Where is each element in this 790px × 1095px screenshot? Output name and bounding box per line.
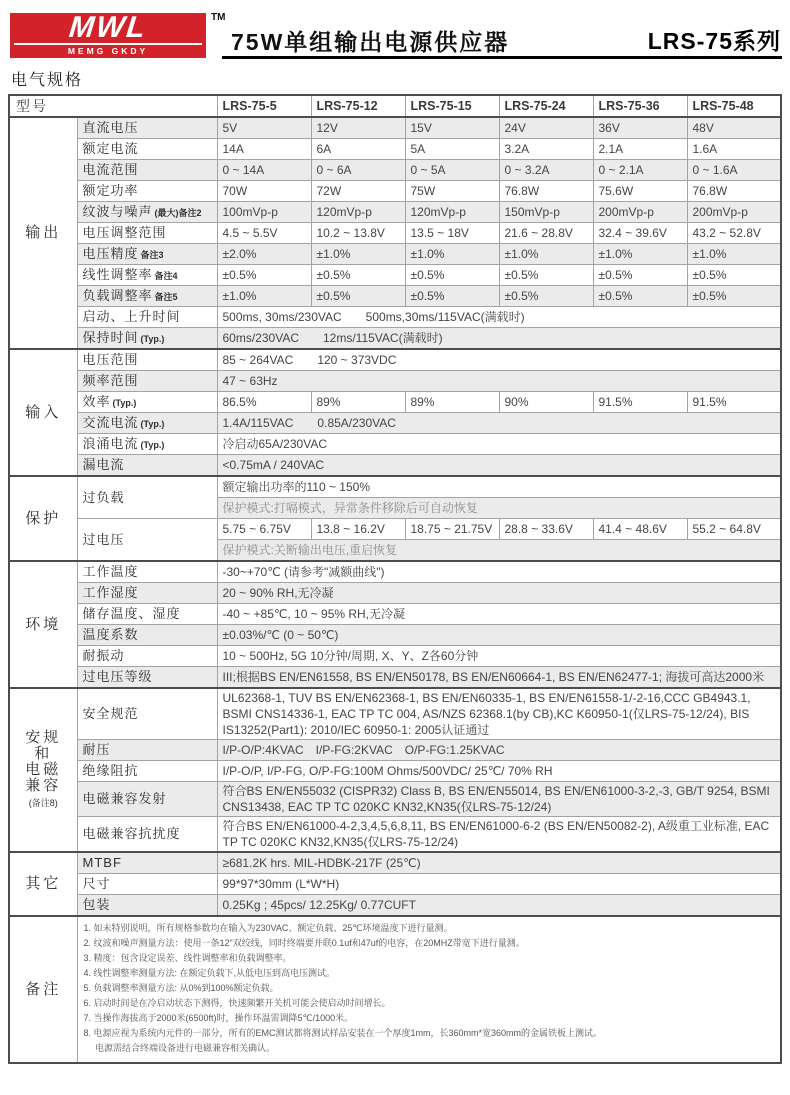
row-label xyxy=(77,667,217,689)
spec-value-cell: 76.8W xyxy=(687,181,781,202)
row-label xyxy=(77,139,217,160)
spec-value-cell: ±2.0% xyxy=(217,244,311,265)
spec-value-cell: ±0.5% xyxy=(311,265,405,286)
row-label-text: 启动、上升时间 xyxy=(82,309,181,324)
model-header: LRS-75-12 xyxy=(311,95,405,117)
table-row xyxy=(9,688,781,740)
row-label-note: (Typ.) xyxy=(140,333,165,344)
spec-value-span: 冷启动65A/230VAC xyxy=(217,434,781,455)
table-row xyxy=(9,455,781,477)
spec-value-span: 85 ~ 264VAC 120 ~ 373VDC xyxy=(217,349,781,371)
row-label-text: 纹波与噪声 xyxy=(82,203,153,219)
spec-value-cell: ±0.5% xyxy=(217,265,311,286)
model-header: LRS-75-5 xyxy=(217,95,311,117)
group-label-line: 环境 xyxy=(25,615,62,633)
row-label-text: 电压调整范围 xyxy=(82,225,167,240)
spec-value-cell: ±1.0% xyxy=(405,244,499,265)
row-label xyxy=(77,688,217,740)
spec-value-cell: 10.2 ~ 13.8V xyxy=(311,223,405,244)
row-label xyxy=(77,455,217,477)
row-label xyxy=(77,349,217,371)
table-row xyxy=(9,139,781,160)
spec-value-cell: 0 ~ 3.2A xyxy=(499,160,593,181)
spec-value-cell: 86.5% xyxy=(217,392,311,413)
spec-value-cell: 91.5% xyxy=(687,392,781,413)
spec-value-cell: 5A xyxy=(405,139,499,160)
spec-value-span: UL62368-1, TUV BS EN/EN62368-1, BS EN/EN60335-1, BS EN/EN61558-1/-2-16,CCC GB4943.1, BSMI CNS14336-1, EAC TP TC 004, AS/NZS 62368.1(by CB),KC K60950-1(仅LRS-75-12/24), BIS IS13252(Part1): 2010/IEC 60950-1: 2005认证通过 xyxy=(217,688,781,740)
row-label xyxy=(77,371,217,392)
row-label-text: 电压精度 xyxy=(82,245,139,261)
table-row xyxy=(9,817,781,853)
row-label-note: 备注4 xyxy=(154,270,178,281)
spec-value-cell: 36V xyxy=(593,117,687,139)
spec-value-cell: ±0.5% xyxy=(593,265,687,286)
group-label-line: 电磁 xyxy=(25,760,62,778)
row-label xyxy=(77,561,217,583)
spec-value-cell: 28.8 ~ 33.6V xyxy=(499,519,593,540)
spec-value-cell: 0 ~ 5A xyxy=(405,160,499,181)
spec-value-cell: 0 ~ 2.1A xyxy=(593,160,687,181)
brand-logo xyxy=(10,13,206,58)
spec-value-cell: 2.1A xyxy=(593,139,687,160)
table-row xyxy=(9,307,781,328)
spec-value-span: -30~+70℃ (请参考"减额曲线") xyxy=(217,561,781,583)
spec-value-cell: 32.4 ~ 39.6V xyxy=(593,223,687,244)
spec-value-cell: 1.6A xyxy=(687,139,781,160)
spec-value-cell: 15V xyxy=(405,117,499,139)
row-label-text: 过负载 xyxy=(82,489,125,505)
row-label-text: 额定功率 xyxy=(82,183,139,198)
row-label-note: (Typ.) xyxy=(140,418,165,429)
group-label xyxy=(9,688,77,852)
table-row xyxy=(9,782,781,817)
row-label-text: 电流范围 xyxy=(82,162,139,177)
row-label-text: 线性调整率 xyxy=(82,266,153,282)
spec-value-cell: 4.5 ~ 5.5V xyxy=(217,223,311,244)
row-label xyxy=(77,244,217,265)
row-label-text: 电压范围 xyxy=(82,352,139,367)
note-line: 5. 负载调整率测量方法: 从0%到100%额定负载。 xyxy=(83,983,279,993)
model-header: LRS-75-15 xyxy=(405,95,499,117)
row-label-text: 储存温度、湿度 xyxy=(82,606,181,621)
spec-value-cell: 14A xyxy=(217,139,311,160)
header-divider xyxy=(222,56,782,59)
table-row xyxy=(9,895,781,917)
table-row xyxy=(9,761,781,782)
row-label-text: 尺寸 xyxy=(82,876,111,891)
table-row xyxy=(9,519,781,540)
row-label-text: MTBF xyxy=(82,855,122,870)
table-row xyxy=(9,413,781,434)
model-header: LRS-75-36 xyxy=(593,95,687,117)
group-label-line: 安规 xyxy=(25,728,62,746)
spec-value-cell: 43.2 ~ 52.8V xyxy=(687,223,781,244)
table-row xyxy=(9,202,781,223)
row-label-text: 额定电流 xyxy=(82,141,139,156)
row-label xyxy=(77,202,217,223)
brand-logo-subtext: MEMG GKDY xyxy=(14,43,202,56)
row-label xyxy=(77,817,217,853)
spec-value-cell: ±0.5% xyxy=(405,265,499,286)
spec-value-cell: 120mVp-p xyxy=(311,202,405,223)
spec-value-span: 60ms/230VAC 12ms/115VAC(满载时) xyxy=(217,328,781,350)
spec-value-cell: ±0.5% xyxy=(687,286,781,307)
spec-value-span: ±0.03%/℃ (0 ~ 50℃) xyxy=(217,625,781,646)
note-line: 3. 精度：包含设定误差、线性调整率和负载调整率。 xyxy=(83,953,292,963)
spec-value-span: <0.75mA / 240VAC xyxy=(217,455,781,477)
row-label xyxy=(77,286,217,307)
table-row xyxy=(9,916,781,1063)
group-label-line: 输入 xyxy=(25,403,62,421)
spec-value-span: 额定输出功率的110 ~ 150% xyxy=(217,476,781,498)
group-label xyxy=(9,916,77,1063)
note-line: 电源需结合终端设备进行电磁兼容相关确认。 xyxy=(83,1043,276,1053)
row-label xyxy=(77,740,217,761)
group-label xyxy=(9,117,77,349)
row-label-note: (最大)备注2 xyxy=(154,207,202,218)
row-label-text: 电磁兼容抗扰度 xyxy=(82,826,181,841)
spec-value-cell: 0 ~ 14A xyxy=(217,160,311,181)
table-row xyxy=(9,244,781,265)
spec-value-span: 99*97*30mm (L*W*H) xyxy=(217,874,781,895)
row-label-note: (Typ.) xyxy=(112,397,137,408)
table-row xyxy=(9,181,781,202)
table-row xyxy=(9,286,781,307)
row-label-text: 绝缘阻抗 xyxy=(82,763,139,778)
spec-value-cell: 13.8 ~ 16.2V xyxy=(311,519,405,540)
row-label-text: 过电压等级 xyxy=(82,669,153,684)
table-row xyxy=(9,392,781,413)
row-label xyxy=(77,646,217,667)
row-label-text: 浪涌电流 xyxy=(82,435,139,451)
spec-value-cell: 5.75 ~ 6.75V xyxy=(217,519,311,540)
model-header: LRS-75-24 xyxy=(499,95,593,117)
spec-value-cell: 0 ~ 1.6A xyxy=(687,160,781,181)
table-row xyxy=(9,223,781,244)
notes-cell xyxy=(77,916,781,1063)
spec-value-cell: 18.75 ~ 21.75V xyxy=(405,519,499,540)
spec-value-cell: ±1.0% xyxy=(217,286,311,307)
row-label xyxy=(77,519,217,562)
spec-value-span: I/P-O/P, I/P-FG, O/P-FG:100M Ohms/500VDC/ 25℃/ 70% RH xyxy=(217,761,781,782)
model-column-label: 型号 xyxy=(9,95,217,117)
model-header: LRS-75-48 xyxy=(687,95,781,117)
spec-value-span: 10 ~ 500Hz, 5G 10分钟/周期, X、Y、Z各60分钟 xyxy=(217,646,781,667)
row-label-note: 备注3 xyxy=(140,249,164,260)
group-label-line: 其它 xyxy=(25,875,62,892)
spec-value-cell: 89% xyxy=(311,392,405,413)
note-line: 7. 当操作海拔高于2000米(6500ft)时，操作环温需调降5℃/1000米。 xyxy=(83,1013,354,1023)
spec-value-span: III;根据BS EN/EN61558, BS EN/EN50178, BS EN/EN60664-1, BS EN/EN62477-1; 海拔可高达2000米 xyxy=(217,667,781,689)
row-label xyxy=(77,852,217,874)
spec-value-cell: 90% xyxy=(499,392,593,413)
table-row xyxy=(9,625,781,646)
spec-value-cell: 72W xyxy=(311,181,405,202)
section-heading: 电气规格 xyxy=(11,72,84,89)
row-label-text: 直流电压 xyxy=(82,120,139,135)
table-row xyxy=(9,583,781,604)
page-title: 75W单组输出电源供应器 xyxy=(231,29,510,55)
row-label-text: 耐压 xyxy=(82,742,111,757)
row-label xyxy=(77,874,217,895)
spec-value-cell: 75W xyxy=(405,181,499,202)
spec-value-span: 47 ~ 63Hz xyxy=(217,371,781,392)
spec-value-span: I/P-O/P:4KVAC I/P-FG:2KVAC O/P-FG:1.25KVAC xyxy=(217,740,781,761)
spec-value-cell: 89% xyxy=(405,392,499,413)
spec-value-cell: 12V xyxy=(311,117,405,139)
trademark-symbol: TM xyxy=(211,12,226,23)
group-label-line: 保护 xyxy=(25,509,62,527)
row-label xyxy=(77,392,217,413)
spec-value-span: 保护模式:关断输出电压,重启恢复 xyxy=(217,540,781,562)
spec-value-span: 1.4A/115VAC 0.85A/230VAC xyxy=(217,413,781,434)
row-label-text: 保持时间 xyxy=(82,329,139,345)
spec-value-cell: 41.4 ~ 48.6V xyxy=(593,519,687,540)
row-label-text: 频率范围 xyxy=(82,373,139,388)
group-label-line: 兼容 xyxy=(25,776,62,794)
group-label xyxy=(9,349,77,476)
row-label xyxy=(77,328,217,350)
spec-value-cell: 120mVp-p xyxy=(405,202,499,223)
spec-value-cell: 55.2 ~ 64.8V xyxy=(687,519,781,540)
spec-table-body xyxy=(9,95,781,1063)
row-label-text: 效率 xyxy=(82,393,111,409)
row-label xyxy=(77,625,217,646)
group-label xyxy=(9,476,77,561)
group-label xyxy=(9,561,77,688)
spec-value-cell: ±0.5% xyxy=(311,286,405,307)
row-label xyxy=(77,583,217,604)
spec-value-span: 符合BS EN/EN61000-4-2,3,4,5,6,8,11, BS EN/EN61000-6-2 (BS EN/EN50082-2), A级重工业标准, EAC TP TC 020KC KN32,KN35(仅LRS-75-12/24) xyxy=(217,817,781,853)
table-row xyxy=(9,874,781,895)
table-row xyxy=(9,667,781,689)
row-label-text: 工作湿度 xyxy=(82,585,139,600)
table-row xyxy=(9,117,781,139)
spec-value-cell: 150mVp-p xyxy=(499,202,593,223)
row-label-text: 电磁兼容发射 xyxy=(82,791,167,806)
note-line: 8. 电源应视为系统内元件的一部分，所有的EMC测试都将测试样品安装在一个厚度1mm，长360mm*宽360mm的金属铁板上测试。 xyxy=(83,1028,603,1038)
spec-value-span: 20 ~ 90% RH,无冷凝 xyxy=(217,583,781,604)
spec-value-cell: 5V xyxy=(217,117,311,139)
table-row xyxy=(9,349,781,371)
spec-value-cell: 70W xyxy=(217,181,311,202)
spec-value-cell: 21.6 ~ 28.8V xyxy=(499,223,593,244)
note-line: 4. 线性调整率测量方法: 在额定负载下,从低电压到高电压测试。 xyxy=(83,968,336,978)
row-label-text: 过电压 xyxy=(82,531,125,547)
brand-logo-text: MWL xyxy=(67,11,149,44)
spec-value-cell: 76.8W xyxy=(499,181,593,202)
spec-value-span: -40 ~ +85℃, 10 ~ 95% RH,无冷凝 xyxy=(217,604,781,625)
group-label xyxy=(9,852,77,916)
spec-value-cell: 6A xyxy=(311,139,405,160)
spec-value-span: 500ms, 30ms/230VAC 500ms,30ms/115VAC(满载时) xyxy=(217,307,781,328)
table-header-row xyxy=(9,95,781,117)
spec-value-span: 0.25Kg ; 45pcs/ 12.25Kg/ 0.77CUFT xyxy=(217,895,781,917)
spec-value-cell: ±0.5% xyxy=(405,286,499,307)
table-row xyxy=(9,740,781,761)
group-label-line: 和 xyxy=(34,744,53,762)
spec-table xyxy=(8,94,782,1064)
spec-value-cell: 0 ~ 6A xyxy=(311,160,405,181)
table-row xyxy=(9,160,781,181)
spec-value-cell: 48V xyxy=(687,117,781,139)
spec-value-cell: ±0.5% xyxy=(687,265,781,286)
spec-value-cell: 200mVp-p xyxy=(687,202,781,223)
row-label-text: 温度系数 xyxy=(82,627,139,642)
row-label-text: 安全规范 xyxy=(82,706,139,721)
table-row xyxy=(9,371,781,392)
group-label-line: 备注 xyxy=(25,980,62,998)
spec-value-cell: ±1.0% xyxy=(311,244,405,265)
spec-value-cell: 3.2A xyxy=(499,139,593,160)
table-row xyxy=(9,265,781,286)
series-title: LRS-75系列 xyxy=(647,28,781,54)
group-label-line: 输出 xyxy=(25,224,62,241)
table-row xyxy=(9,561,781,583)
table-row xyxy=(9,604,781,625)
row-label xyxy=(77,117,217,139)
row-label xyxy=(77,761,217,782)
row-label-text: 耐振动 xyxy=(82,648,125,663)
row-label xyxy=(77,307,217,328)
row-label xyxy=(77,413,217,434)
row-label xyxy=(77,895,217,917)
row-label-note: (Typ.) xyxy=(140,439,165,450)
table-row xyxy=(9,328,781,350)
note-line: 6. 启动时间是在冷启动状态下测得，快速频繁开关机可能会使启动时间增长。 xyxy=(83,998,391,1008)
row-label xyxy=(77,604,217,625)
spec-value-cell: 200mVp-p xyxy=(593,202,687,223)
spec-value-cell: 75.6W xyxy=(593,181,687,202)
table-row xyxy=(9,434,781,455)
row-label-text: 工作温度 xyxy=(82,564,139,579)
group-label-note: (备注8) xyxy=(28,797,58,808)
spec-value-cell: 100mVp-p xyxy=(217,202,311,223)
row-label xyxy=(77,223,217,244)
row-label-text: 交流电流 xyxy=(82,414,139,430)
table-row xyxy=(9,646,781,667)
spec-value-cell: 24V xyxy=(499,117,593,139)
row-label xyxy=(77,160,217,181)
row-label xyxy=(77,782,217,817)
spec-value-cell: ±1.0% xyxy=(687,244,781,265)
spec-value-cell: ±1.0% xyxy=(593,244,687,265)
spec-value-cell: 13.5 ~ 18V xyxy=(405,223,499,244)
spec-value-span: 保护模式:打嗝模式，异常条件移除后可自动恢复 xyxy=(217,498,781,519)
spec-table-container xyxy=(8,94,782,1064)
note-line: 1. 如未特别说明，所有规格参数均在输入为230VAC、额定负载、25℃环境温度下进行量测。 xyxy=(83,923,453,933)
table-row xyxy=(9,852,781,874)
row-label-text: 漏电流 xyxy=(82,457,125,472)
row-label-text: 负载调整率 xyxy=(82,287,153,303)
spec-value-cell: ±0.5% xyxy=(499,286,593,307)
row-label-text: 包装 xyxy=(82,897,111,912)
spec-value-cell: ±1.0% xyxy=(499,244,593,265)
spec-value-span: 符合BS EN/EN55032 (CISPR32) Class B, BS EN/EN55014, BS EN/EN61000-3-2,-3, GB/T 9254, BSMI CNS13438, EAC TP TC 020KC KN32,KN35(仅LRS-75-12/24) xyxy=(217,782,781,817)
row-label xyxy=(77,434,217,455)
row-label xyxy=(77,181,217,202)
note-line: 2. 纹波和噪声测量方法：使用一条12"双绞线，同时终端要并联0.1uf和47uf的电容，在20MHZ带宽下进行量测。 xyxy=(83,938,525,948)
spec-value-span: ≥681.2K hrs. MIL-HDBK-217F (25℃) xyxy=(217,852,781,874)
spec-value-cell: 91.5% xyxy=(593,392,687,413)
row-label xyxy=(77,476,217,519)
spec-value-cell: ±0.5% xyxy=(499,265,593,286)
row-label-note: 备注5 xyxy=(154,291,178,302)
row-label xyxy=(77,265,217,286)
spec-value-cell: ±0.5% xyxy=(593,286,687,307)
table-row xyxy=(9,476,781,498)
